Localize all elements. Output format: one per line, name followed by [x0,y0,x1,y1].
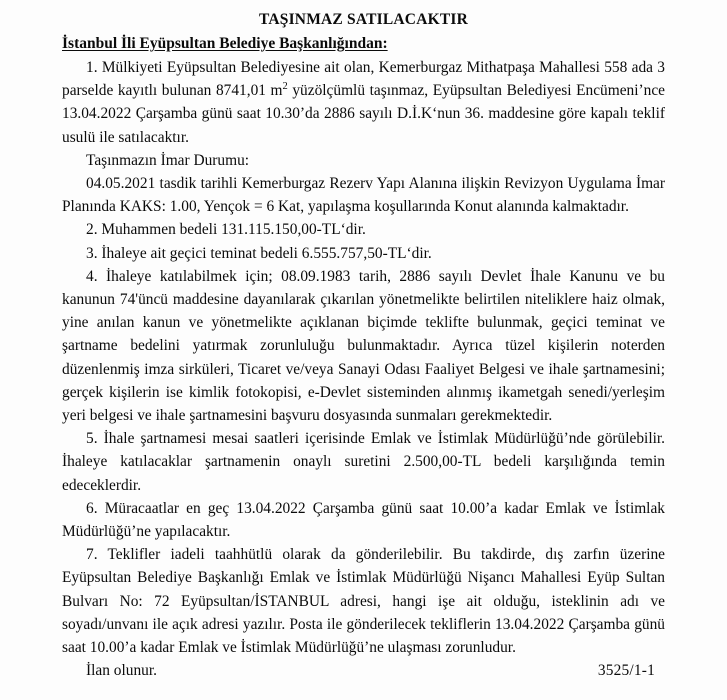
paragraph-item-1: 1. Mülkiyeti Eyüpsultan Belediyesine ait olan, Kemerburgaz Mithatpaşa Mahallesi 558 ada 3 parselde kayıtlı bulunan 8741,01 $m^2$ yüzölçümlü taşınmaz, Eyüpsultan Belediyesi Encümeni’nce 13.04.2022 Çarşamba günü saat 10.30’da 2886 sayılı D.İ.K‘nun 36. maddesine göre kapalı teklif usulü ile satılacaktır. [62,59,666,146]
paragraph-item-3: 3. İhaleye ait geçici teminat bedeli 6.555.757,50-TL‘dir. [86,244,432,262]
imar-durumu-body: 04.05.2021 tasdik tarihli Kemerburgaz Rezerv Yapı Alanına ilişkin Revizyon Uygulama İmar Planında KAKS: 1.00, Yençok = 6 Kat, yapılaşma koşullarında Konut alanında kalmaktadır. [62,175,665,216]
reference-code: 3525/1-1 [597,662,655,680]
closing-statement: İlan olunur. [86,662,157,680]
document-subtitle: İstanbul İli Eyüpsultan Belediye Başkanlığından: [62,35,388,52]
closing-row [62,659,665,682]
paragraph-item-6: 6. Müracaatlar en geç 13.04.2022 Çarşamba günü saat 10.00’a kadar Emlak ve İstimlak Müdürlüğü’ne yapılacaktır. [62,499,665,541]
imar-durumu-heading: Taşınmazın İmar Durumu: [86,151,250,169]
paragraph-item-7: 7. Teklifler iadeli taahhütlü olarak da gönderilebilir. Bu takdirde, dış zarfın üzerine Eyüpsultan Belediye Başkanlığı Emlak ve İstimlak Müdürlüğü Nişancı Mahallesi Eyüp Sultan Bulvarı No: 72 Eyüpsultan/İSTANBUL adresi, hangi işe ait olduğu, isteklinin adı ve soyadı/unvanı ile açık adresi yazılır. Posta ile gönderilecek tekliflerin 13.04.2022 Çarşamba günü saat 10.00’a kadar Emlak ve İstimlak Müdürlüğü’ne ulaşması zorunludur. [62,546,665,657]
paragraph-item-5: 5. İhale şartnamesi mesai saatleri içerisinde Emlak ve İstimlak Müdürlüğü’nde görülebilir. İhaleye katılacaklar şartnamenin onaylı suretini 2.500,00-TL bedeli karşılığında temin edeceklerdir. [62,430,665,494]
square-meter-superscript: 2 [282,81,288,93]
page-title: TAŞINMAZ SATILACAKTIR [258,11,469,28]
paragraph-item-2: 2. Muhammen bedeli 131.115.150,00-TL‘dir. [86,221,366,239]
paragraph-item-4: 4. İhaleye katılabilmek için; 08.09.1983 tarih, 2886 sayılı Devlet İhale Kanunu ve bu kanunun 74'üncü maddesine dayanılarak çıkarılan yönetmelikte belirtilen niteliklere haiz olmak, yine anılan kanun ve yönetmelikte açıklanan biçimde teklifte bulunmak, geçici teminat ve şartname bedelini yatırmak zorunluluğu bulunmaktadır. Ayrıca tüzel kişilerin noterden düzenlenmiş imza sirküleri, Ticaret ve/veya Sanayi Odası Faaliyet Belgesi ve ihale şartnamesini; gerçek kişilerin ise kimlik fotokopisi, e-Devlet sisteminden alınmış ikametgah senedi/yerleşim yeri belgesi ve ihale şartnamesini başvuru dosyasında sunmaları gerekmektedir. [62,267,665,425]
